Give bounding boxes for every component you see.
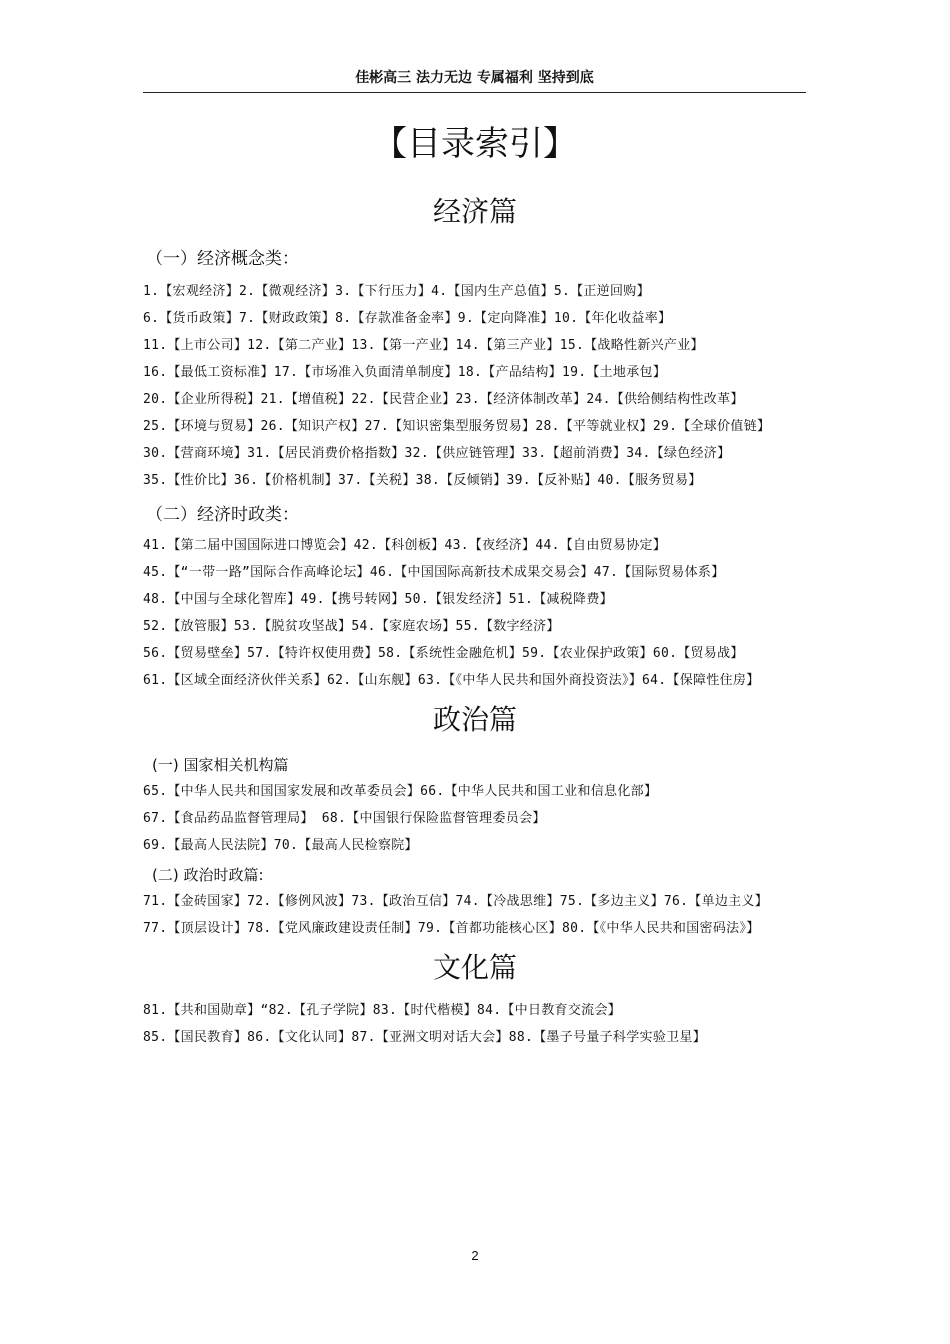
index-line: 77.【顶层设计】78.【党风廉政建设责任制】79.【首都功能核心区】80.【《中华人民共和国密码法》】 [143, 921, 760, 936]
index-line: 48.【中国与全球化智库】49.【携号转网】50.【银发经济】51.【减税降费】 [143, 592, 613, 607]
index-line: 41.【第二届中国国际进口博览会】42.【科创板】43.【夜经济】44.【自由贸易协定】 [143, 538, 667, 553]
index-line: 52.【放管服】53.【脱贫攻坚战】54.【家庭农场】55.【数字经济】 [143, 619, 560, 634]
index-line: 69.【最高人民法院】70.【最高人民检察院】 [143, 838, 418, 853]
index-line: 35.【性价比】36.【价格机制】37.【关税】38.【反倾销】39.【反补贴】40.【服务贸易】 [143, 473, 702, 488]
index-line: 71.【金砖国家】72.【修例风波】73.【政治互信】74.【冷战思维】75.【多边主义】76.【单边主义】 [143, 894, 769, 909]
section-title-politics: 政治篇 [432, 703, 517, 736]
index-line: 45.【“一带一路”国际合作高峰论坛】46.【中国国际高新技术成果交易会】47.【国际贸易体系】 [143, 565, 725, 580]
index-line: 56.【贸易壁垒】57.【特许权使用费】58.【系统性金融危机】59.【农业保护政策】60.【贸易战】 [143, 646, 744, 661]
page-header: 佳彬高三 法力无边 专属福利 坚持到底 [143, 66, 806, 93]
index-line: 6.【货币政策】7.【财政政策】8.【存款准备金率】9.【定向降准】10.【年化收益率】 [143, 311, 672, 326]
index-line: 65.【中华人民共和国国家发展和改革委员会】66.【中华人民共和国工业和信息化部】 [143, 784, 658, 799]
index-line: 20.【企业所得税】21.【增值税】22.【民营企业】23.【经济体制改革】24.【供给侧结构性改革】 [143, 392, 744, 407]
index-line: 85.【国民教育】86.【文化认同】87.【亚洲文明对话大会】88.【墨子号量子科学实验卫星】 [143, 1030, 707, 1045]
subsection-economic-current: （二）经济时政类： [146, 505, 299, 525]
page-title: 【目录索引】 [373, 124, 577, 164]
index-line: 16.【最低工资标准】17.【市场准入负面清单制度】18.【产品结构】19.【土地承包】 [143, 365, 667, 380]
page-number: 2 [471, 1248, 479, 1263]
index-line: 67.【食品药品监督管理局】 68.【中国银行保险监督管理委员会】 [143, 811, 546, 826]
subsection-economic-concepts: （一）经济概念类： [146, 249, 299, 269]
index-line: 30.【营商环境】31.【居民消费价格指数】32.【供应链管理】33.【超前消费】34.【绿色经济】 [143, 446, 731, 461]
index-line: 81.【共和国勋章】“82.【孔子学院】83.【时代楷模】84.【中日教育交流会】 [143, 1003, 622, 1018]
index-line: 1.【宏观经济】2.【微观经济】3.【下行压力】4.【国内生产总值】5.【正逆回购】 [143, 284, 650, 299]
index-line: 61.【区域全面经济伙伴关系】62.【山东舰】63.【《中华人民共和国外商投资法》】64.【保障性住房】 [143, 673, 760, 688]
subsection-political-current: (二) 政治时政篇: [152, 866, 264, 884]
section-title-economy: 经济篇 [432, 195, 517, 228]
index-line: 25.【环境与贸易】26.【知识产权】27.【知识密集型服务贸易】28.【平等就业权】29.【全球价值链】 [143, 419, 771, 434]
section-title-culture: 文化篇 [432, 951, 517, 984]
index-line: 11.【上市公司】12.【第二产业】13.【第一产业】14.【第三产业】15.【战略性新兴产业】 [143, 338, 704, 353]
subsection-institutions: (一) 国家相关机构篇 [152, 756, 289, 774]
